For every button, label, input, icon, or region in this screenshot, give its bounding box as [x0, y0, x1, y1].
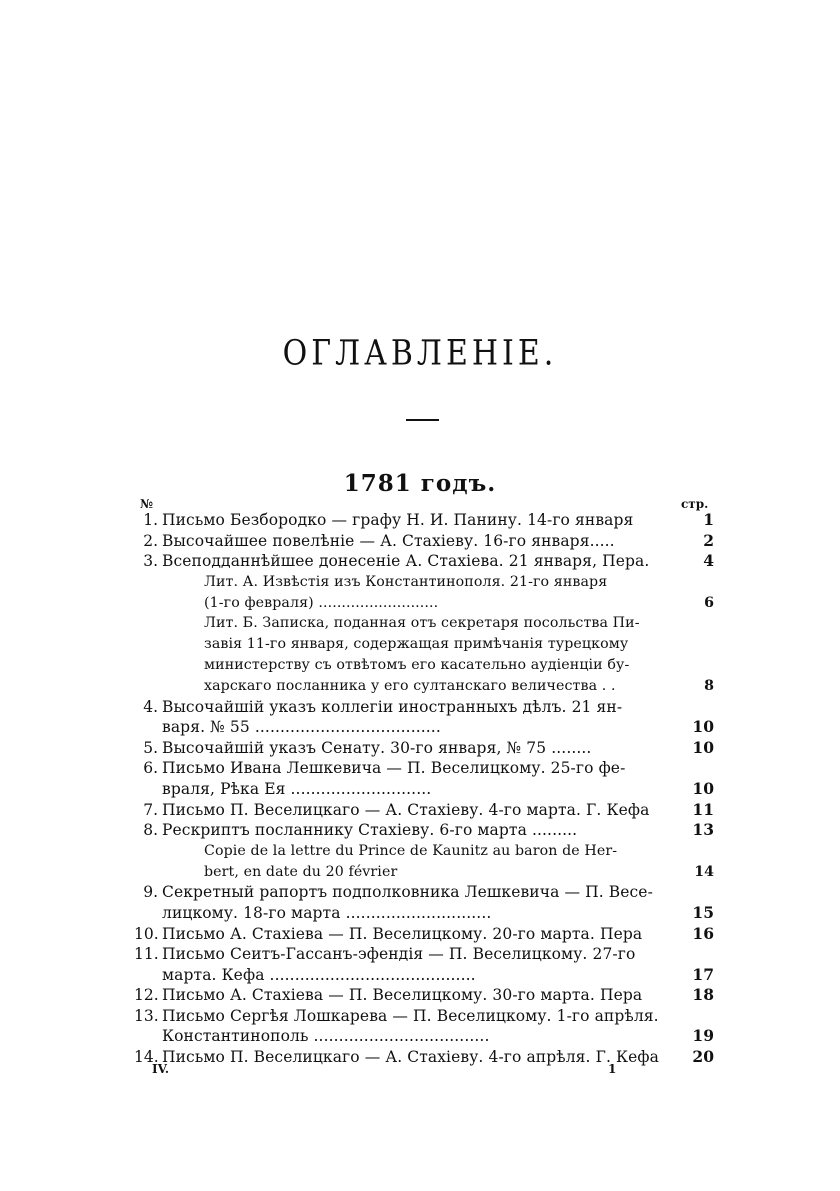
entry-title: Copie de la lettre du Prince de Kaunitz au baron de Her-: [204, 842, 618, 859]
toc-entry: [134, 717, 714, 738]
entry-title: Константинополь ...................................: [162, 1027, 490, 1046]
entry-page: 6: [704, 594, 714, 611]
entry-title: враля, Рѣка Ея ............................: [162, 779, 432, 798]
entry-title: Рескриптъ посланнику Стахіеву. 6-го марта .........: [162, 821, 578, 840]
entry-number: 9.: [143, 883, 158, 902]
toc-entry: [134, 697, 714, 718]
entry-number: 6.: [143, 759, 158, 778]
toc-entry: [134, 882, 714, 903]
entry-page: 2: [703, 530, 714, 550]
toc-entry: [134, 985, 714, 1006]
entry-page: 4: [703, 551, 714, 571]
entry-title: министерству съ отвѣтомъ его касательно аудіенціи бу-: [204, 656, 630, 673]
toc-entry: [134, 531, 714, 552]
entry-number: 12.: [134, 986, 159, 1005]
entry-number: 8.: [143, 821, 158, 840]
entry-number: 1.: [143, 511, 158, 529]
entry-title: (1-го февраля) ..........................: [204, 594, 439, 611]
entry-title: Письмо П. Веселицкаго — А. Стахіеву. 4-го марта. Г. Кефа: [162, 800, 650, 819]
entry-title: Письмо Сергѣя Лошкарева — П. Веселицкому. 1-го апрѣля.: [162, 1006, 659, 1025]
entry-title: лицкому. 18-го марта .............................: [162, 903, 492, 922]
toc-entry: [134, 1026, 714, 1047]
column-header-number: №: [140, 497, 154, 511]
entry-number: 3.: [143, 552, 158, 571]
entry-title: Лит. Б. Записка, поданная отъ секретаря посольства Пи-: [204, 615, 640, 632]
toc-entry: [134, 779, 714, 800]
entry-title: Высочайшее повелѣніе — А. Стахіеву. 16-го января.....: [162, 531, 615, 550]
entry-title: Письмо П. Веселицкаго — А. Стахіеву. 4-го апрѣля. Г. Кефа: [162, 1048, 659, 1067]
entry-title: завія 11-го января, содержащая примѣчанія турецкому: [204, 636, 629, 653]
entry-number: 10.: [134, 924, 159, 943]
toc-subentry: [134, 634, 714, 655]
entry-page: 8: [704, 677, 714, 694]
toc-entry: [134, 1006, 714, 1027]
toc-entry: [134, 758, 714, 779]
entry-number: 4.: [143, 697, 158, 716]
toc-entry: [134, 965, 714, 986]
toc-subentry: [134, 676, 714, 697]
entry-page: 1: [703, 510, 714, 529]
signature-mark: IV.: [152, 1062, 170, 1076]
toc-entry: [134, 738, 714, 759]
toc-entry: [134, 510, 714, 531]
entry-page: 13: [692, 820, 714, 840]
entry-page: 10: [692, 717, 714, 737]
entry-title: Всеподданнѣйшее донесеніе А. Стахіева. 21 января, Пера.: [162, 552, 650, 571]
entry-title: Письмо Ивана Лешкевича — П. Веселицкому. 25-го фе-: [162, 759, 626, 778]
entry-number: 13.: [134, 1006, 159, 1025]
entry-title: Лит. А. Извѣстія изъ Константинополя. 21-го января: [204, 573, 608, 590]
toc-entry: [134, 551, 714, 572]
entry-page: 16: [692, 923, 714, 943]
entry-title: харскаго посланника у его султанскаго величества . .: [204, 677, 616, 694]
entry-title: bert, en date du 20 février: [204, 863, 398, 880]
entry-page: 15: [692, 902, 714, 922]
toc-entry: [134, 924, 714, 945]
toc-subentry: [134, 862, 714, 883]
entry-title: Письмо А. Стахіева — П. Веселицкому. 30-го марта. Пера: [162, 986, 643, 1005]
toc-entry: [134, 944, 714, 965]
toc-entry: [134, 820, 714, 841]
toc-entry: [134, 1047, 714, 1068]
entry-title: Письмо Безбородко — графу Н. И. Панину. 14-го января: [162, 511, 634, 529]
year-heading: 1781 годъ.: [343, 470, 497, 497]
table-of-contents: [134, 510, 714, 1068]
entry-page: 10: [692, 737, 714, 757]
toc-entry: [134, 903, 714, 924]
entry-title: Секретный рапортъ подполковника Лешкевича — П. Весе-: [162, 883, 653, 902]
entry-title: Высочайшій указъ коллегіи иностранныхъ дѣлъ. 21 ян-: [162, 697, 623, 716]
entry-page: 20: [692, 1047, 714, 1067]
entry-title: Письмо Сеитъ-Гассанъ-эфендія — П. Веселицкому. 27-го: [162, 945, 636, 964]
sheet-mark: 1: [608, 1062, 617, 1076]
column-header-page: стр.: [681, 497, 709, 511]
entry-title: варя. № 55 .....................................: [162, 718, 441, 737]
entry-title: Высочайшій указъ Сенату. 30-го января, № 75 ........: [162, 738, 592, 757]
toc-entry: [134, 800, 714, 821]
page-title: ОГЛАВЛЕНІЕ.: [282, 333, 558, 374]
toc-subentry: [134, 841, 714, 862]
entry-number: 5.: [143, 738, 158, 757]
entry-number: 11.: [134, 945, 159, 964]
entry-page: 10: [692, 778, 714, 798]
entry-number: 2.: [143, 531, 158, 550]
title-divider: [406, 419, 439, 421]
entry-title: марта. Кефа .........................................: [162, 965, 476, 984]
toc-subentry: [134, 655, 714, 676]
toc-subentry: [134, 613, 714, 634]
entry-page: 11: [692, 799, 714, 819]
entry-page: 14: [694, 863, 714, 880]
entry-number: 7.: [143, 800, 158, 819]
toc-subentry: [134, 593, 714, 614]
entry-number: 14.: [134, 1048, 159, 1067]
entry-page: 19: [692, 1026, 714, 1046]
entry-page: 18: [692, 985, 714, 1005]
entry-title: Письмо А. Стахіева — П. Веселицкому. 20-го марта. Пера: [162, 924, 643, 943]
toc-subentry: [134, 572, 714, 593]
entry-page: 17: [692, 964, 714, 984]
